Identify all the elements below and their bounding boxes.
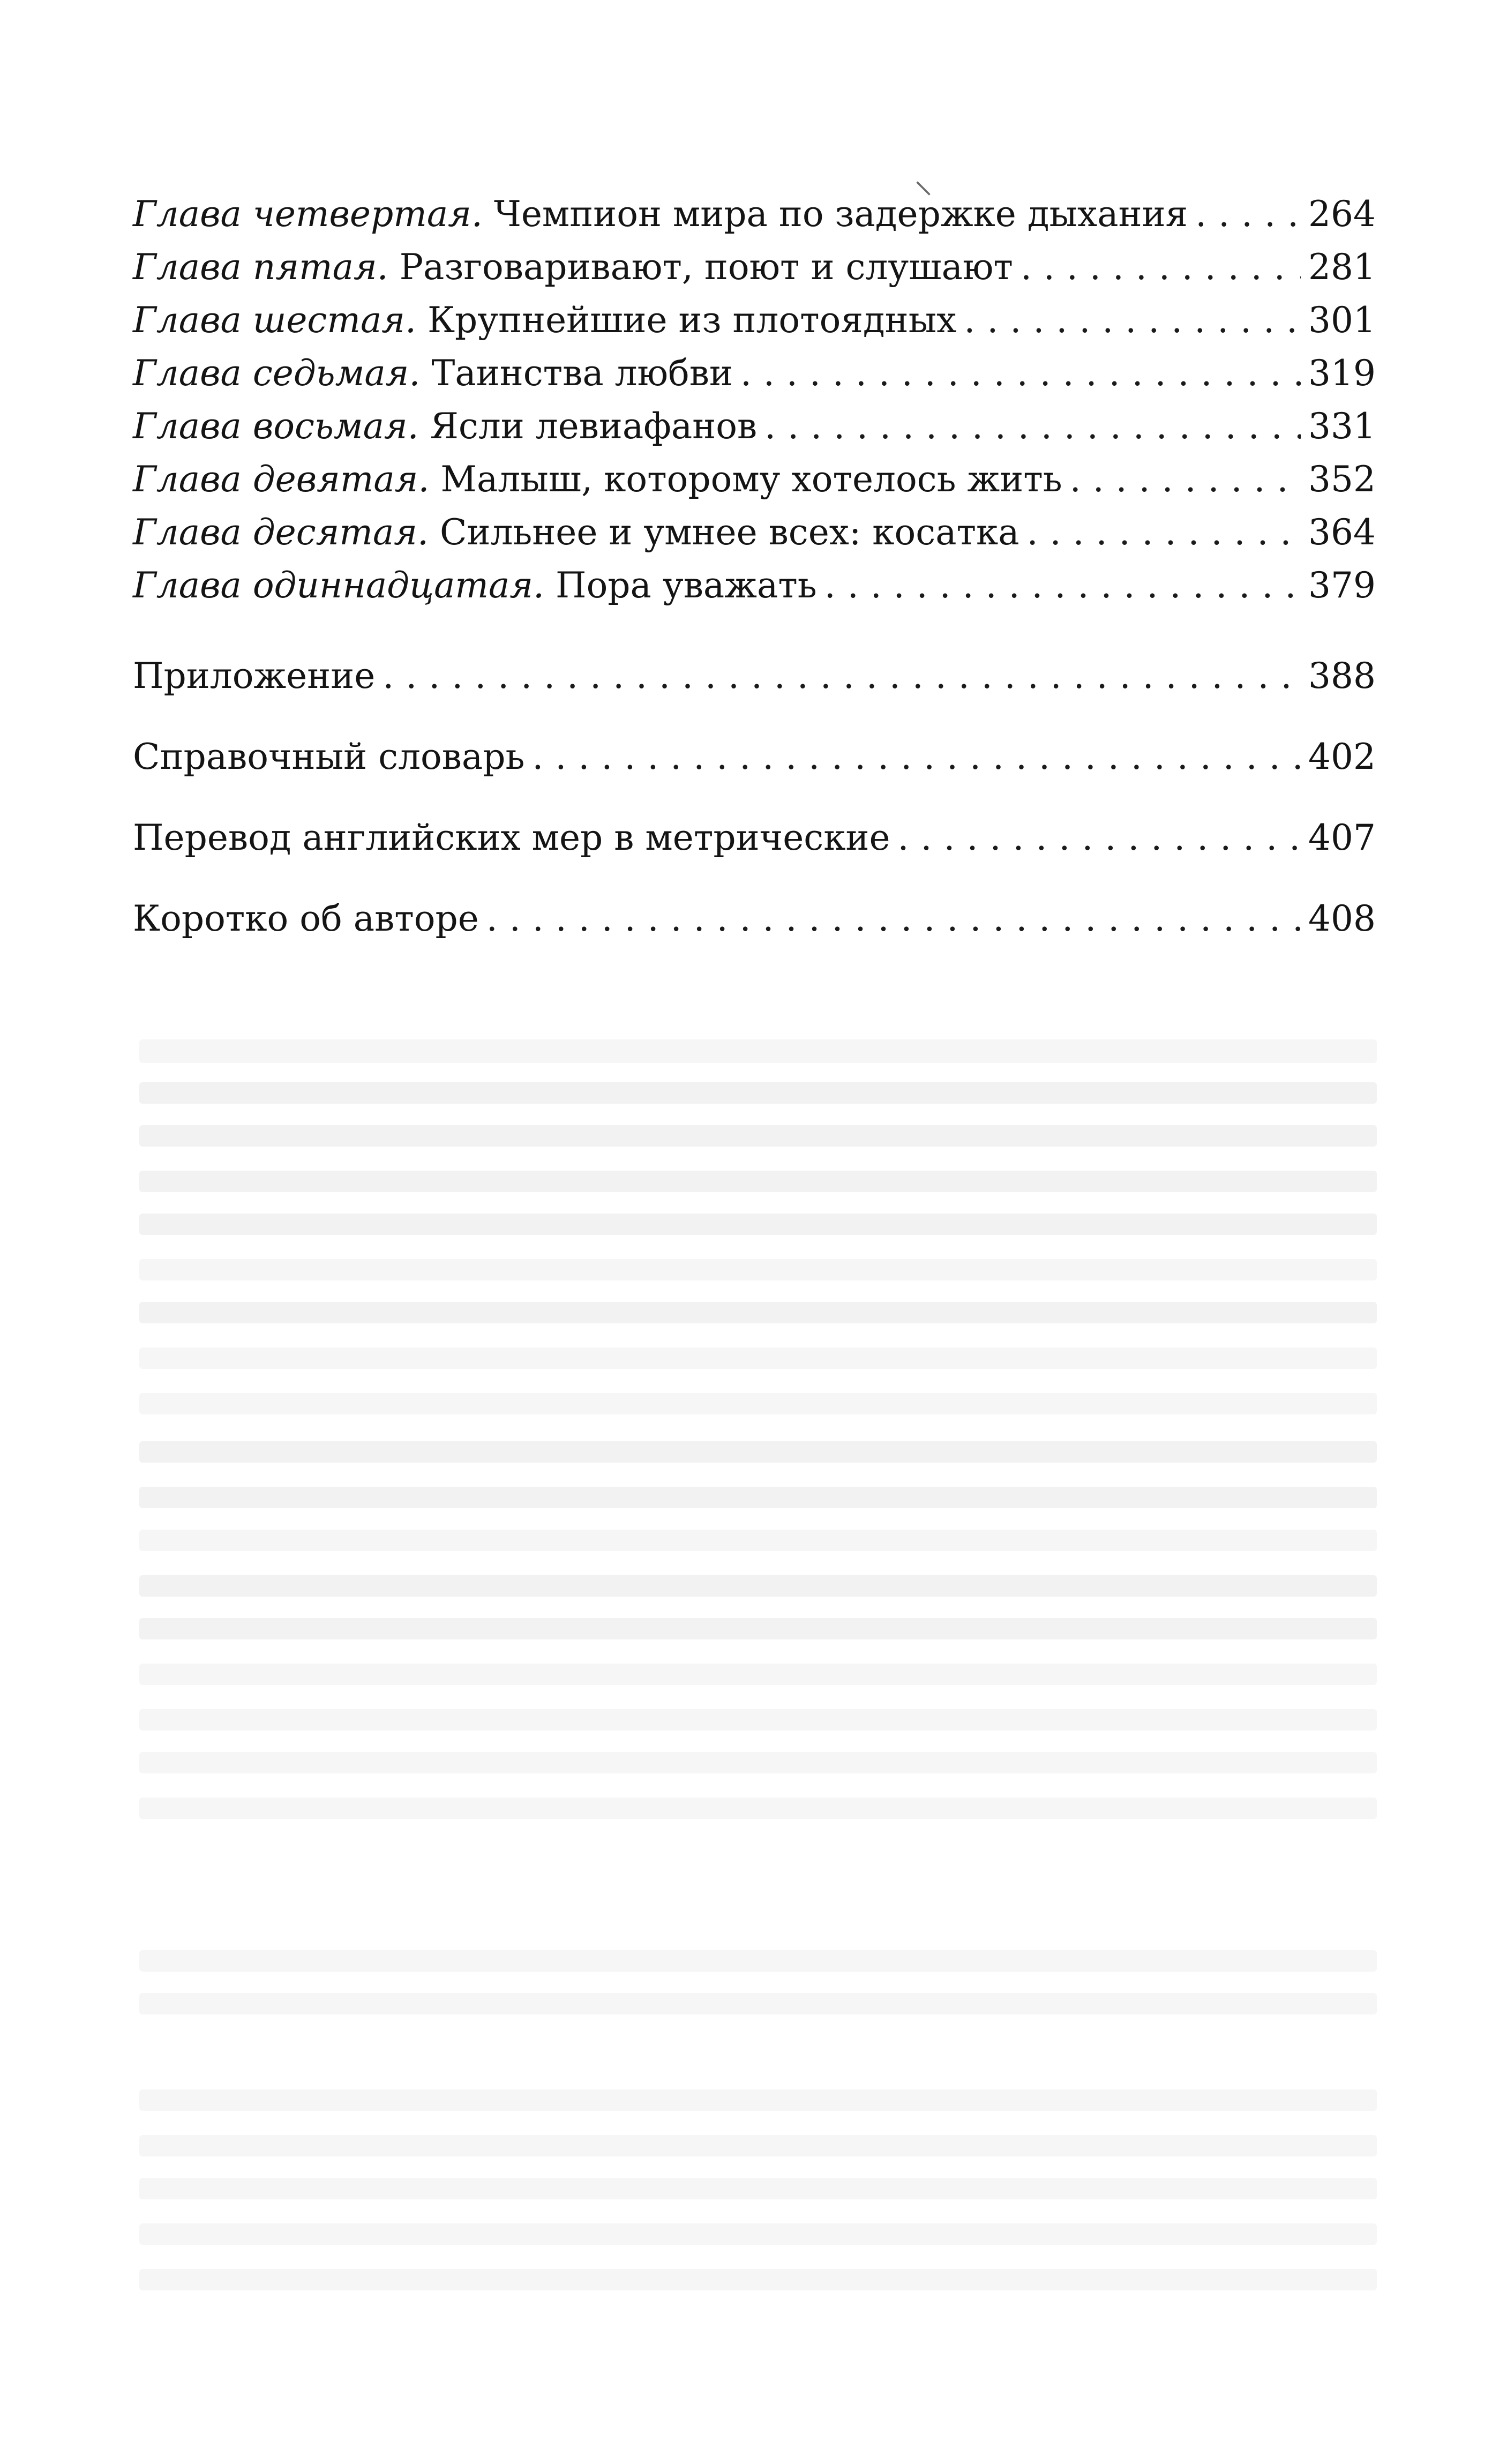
toc-entry-chapter-6[interactable] <box>133 294 1376 347</box>
toc-entry-chapter-10[interactable] <box>133 506 1376 559</box>
chapter-title: Таинства любви <box>431 353 733 394</box>
page-number: 352 <box>1308 459 1376 500</box>
toc-entry-chapter-11[interactable] <box>133 559 1376 612</box>
page-number: 331 <box>1308 406 1376 447</box>
toc-entry-units-conversion[interactable] <box>133 811 1376 864</box>
dot-leader <box>479 892 1301 945</box>
chapter-number: Глава десятая. <box>133 512 429 553</box>
dot-leader <box>817 559 1301 612</box>
page-number: 402 <box>1308 736 1376 777</box>
toc-entry-chapter-9[interactable] <box>133 453 1376 506</box>
dot-leader <box>1013 241 1301 294</box>
page-number: 301 <box>1308 299 1376 341</box>
chapter-number: Глава одиннадцатая. <box>133 565 545 606</box>
chapter-number: Глава четвертая. <box>133 193 483 235</box>
page-number: 319 <box>1308 353 1376 394</box>
page-number: 364 <box>1308 512 1376 553</box>
chapter-title: Крупнейшие из плотоядных <box>427 299 957 341</box>
chapter-number: Глава шестая. <box>133 299 416 341</box>
chapter-title: Пора уважать <box>556 565 817 606</box>
chapter-title: Чемпион мира по задержке дыхания <box>493 193 1188 235</box>
toc-entry-chapter-5[interactable] <box>133 241 1376 294</box>
toc-entry-label <box>133 506 1019 559</box>
scan-speck-mark: ⸜ <box>914 158 933 201</box>
dot-leader <box>956 294 1301 347</box>
toc-entry-about-author[interactable] <box>133 892 1376 945</box>
page-number: 379 <box>1308 565 1376 606</box>
dot-leader <box>890 811 1301 864</box>
page-number: 281 <box>1308 246 1376 288</box>
toc-entry-glossary[interactable] <box>133 730 1376 783</box>
toc-entry-label <box>133 453 1062 506</box>
toc-entry-label <box>133 347 733 400</box>
dot-leader <box>1188 188 1301 241</box>
section-title: Приложение <box>133 655 376 696</box>
dot-leader <box>1062 453 1301 506</box>
toc-entry-label <box>133 400 757 453</box>
toc-entry-chapter-7[interactable] <box>133 347 1376 400</box>
chapter-title: Ясли левиафанов <box>430 406 758 447</box>
dot-leader <box>524 730 1301 783</box>
chapter-number: Глава восьмая. <box>133 406 419 447</box>
toc-entry-label <box>133 241 1013 294</box>
toc-entry-label <box>133 188 1188 241</box>
dot-leader <box>733 347 1301 400</box>
chapter-number: Глава седьмая. <box>133 353 421 394</box>
dot-leader <box>1019 506 1301 559</box>
dot-leader <box>375 649 1301 702</box>
chapter-title: Сильнее и умнее всех: косатка <box>439 512 1019 553</box>
toc-entry-chapter-4[interactable] <box>133 188 1376 241</box>
dot-leader <box>757 400 1301 453</box>
section-title: Справочный словарь <box>133 736 525 777</box>
chapter-number: Глава пятая. <box>133 246 388 288</box>
section-title: Коротко об авторе <box>133 898 479 939</box>
page-number: 407 <box>1308 817 1376 858</box>
toc-entry-appendix[interactable] <box>133 649 1376 702</box>
section-title: Перевод английских мер в метрические <box>133 817 890 858</box>
chapter-title: Малыш, которому хотелось жить <box>440 459 1062 500</box>
chapter-title: Разговаривают, поют и слушают <box>399 246 1013 288</box>
page-number: 264 <box>1308 193 1376 235</box>
page-number: 408 <box>1308 898 1376 939</box>
toc-entry-chapter-8[interactable] <box>133 400 1376 453</box>
table-of-contents <box>133 188 1376 945</box>
toc-entry-label <box>133 559 817 612</box>
page-number: 388 <box>1308 655 1376 696</box>
toc-entry-label <box>133 294 956 347</box>
chapter-number: Глава девятая. <box>133 459 430 500</box>
